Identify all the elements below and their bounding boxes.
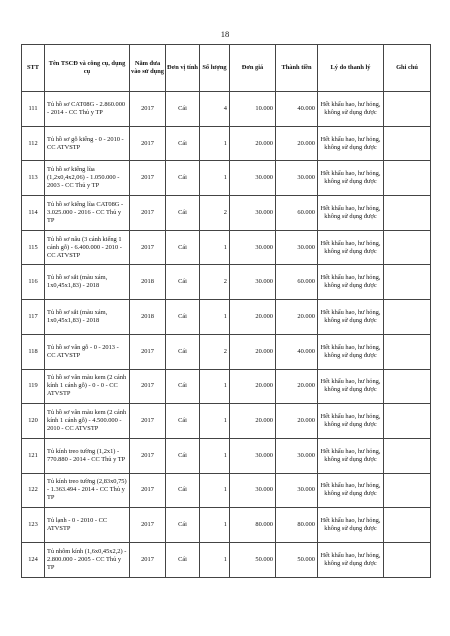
row-reason: Hết khấu hao, hư hỏng, không sử dụng được — [318, 230, 384, 265]
row-unit: Cái — [166, 265, 200, 300]
row-unit-price: 30.000 — [230, 230, 276, 265]
row-quantity: 1 — [200, 438, 230, 473]
row-asset-name: Tủ hồ sơ vân màu kem (2 cánh kính 1 cánh gỗ) - 0 - 0 - CC ATVSTP — [45, 369, 130, 404]
row-note — [384, 334, 431, 369]
row-quantity: 1 — [200, 126, 230, 161]
row-total: 40.000 — [276, 92, 318, 127]
row-quantity: 4 — [200, 92, 230, 127]
row-unit: Cái — [166, 438, 200, 473]
row-note — [384, 473, 431, 508]
header-unit: Đơn vị tính — [166, 45, 200, 92]
row-stt: 111 — [22, 92, 45, 127]
table-row — [22, 438, 431, 473]
table-row — [22, 404, 431, 439]
row-unit-price: 20.000 — [230, 334, 276, 369]
row-year: 2017 — [130, 404, 166, 439]
row-stt: 114 — [22, 196, 45, 231]
row-unit: Cái — [166, 508, 200, 543]
row-year: 2017 — [130, 334, 166, 369]
row-year: 2017 — [130, 161, 166, 196]
row-stt: 115 — [22, 230, 45, 265]
row-note — [384, 542, 431, 577]
row-asset-name: Tủ kính treo tường (1,2x1) - 770.880 - 2014 - CC Thủ y TP — [45, 438, 130, 473]
row-total: 30.000 — [276, 161, 318, 196]
row-reason: Hết khấu hao, hư hỏng, không sử dụng được — [318, 126, 384, 161]
row-unit: Cái — [166, 334, 200, 369]
table-row — [22, 300, 431, 335]
row-unit: Cái — [166, 542, 200, 577]
row-quantity: 2 — [200, 196, 230, 231]
row-note — [384, 230, 431, 265]
row-note — [384, 126, 431, 161]
table-row — [22, 161, 431, 196]
row-reason: Hết khấu hao, hư hỏng, không sử dụng được — [318, 334, 384, 369]
row-year: 2017 — [130, 196, 166, 231]
row-reason: Hết khấu hao, hư hỏng, không sử dụng được — [318, 161, 384, 196]
row-reason: Hết khấu hao, hư hỏng, không sử dụng được — [318, 196, 384, 231]
row-note — [384, 404, 431, 439]
row-unit: Cái — [166, 300, 200, 335]
row-unit-price: 10.000 — [230, 92, 276, 127]
row-unit-price: 30.000 — [230, 161, 276, 196]
row-unit: Cái — [166, 126, 200, 161]
row-total: 20.000 — [276, 369, 318, 404]
page-number: 18 — [220, 29, 230, 39]
row-unit: Cái — [166, 196, 200, 231]
row-note — [384, 161, 431, 196]
row-quantity: 2 — [200, 265, 230, 300]
row-quantity: 1 — [200, 230, 230, 265]
row-reason: Hết khấu hao, hư hỏng, không sử dụng được — [318, 92, 384, 127]
row-year: 2017 — [130, 126, 166, 161]
row-reason: Hết khấu hao, hư hỏng, không sử dụng được — [318, 473, 384, 508]
row-unit-price: 30.000 — [230, 438, 276, 473]
row-unit: Cái — [166, 369, 200, 404]
row-quantity: 1 — [200, 508, 230, 543]
asset-liquidation-table — [21, 44, 431, 578]
row-unit-price: 80.000 — [230, 508, 276, 543]
header-row — [22, 45, 431, 92]
row-unit: Cái — [166, 473, 200, 508]
row-stt: 113 — [22, 161, 45, 196]
table-row — [22, 473, 431, 508]
header-name: Tên TSCĐ và công cụ, dụng cụ — [45, 45, 130, 92]
row-asset-name: Tủ hồ sơ CAT08G - 2.860.000 - 2014 - CC Thủ y TP — [45, 92, 130, 127]
row-unit-price: 50.000 — [230, 542, 276, 577]
row-asset-name: Tủ hồ sơ gỗ kiếng - 0 - 2010 - CC ATVSTP — [45, 126, 130, 161]
row-reason: Hết khấu hao, hư hỏng, không sử dụng được — [318, 508, 384, 543]
row-stt: 124 — [22, 542, 45, 577]
row-quantity: 1 — [200, 542, 230, 577]
row-year: 2017 — [130, 542, 166, 577]
table-row — [22, 196, 431, 231]
table-row — [22, 265, 431, 300]
row-unit-price: 20.000 — [230, 404, 276, 439]
row-unit-price: 20.000 — [230, 300, 276, 335]
row-quantity: 2 — [200, 334, 230, 369]
row-asset-name: Tủ hồ sơ nâu (3 cánh kiếng 1 cánh gỗ) - 6.400.000 - 2010 - CC ATVSTP — [45, 230, 130, 265]
row-asset-name: Tủ hồ sơ kiếng lùa (1,2x0,4x2,06) - 1.050.000 - 2003 - CC Thủ y TP — [45, 161, 130, 196]
row-quantity: 1 — [200, 473, 230, 508]
row-year: 2018 — [130, 265, 166, 300]
row-unit-price: 20.000 — [230, 369, 276, 404]
row-total: 20.000 — [276, 404, 318, 439]
row-reason: Hết khấu hao, hư hỏng, không sử dụng được — [318, 300, 384, 335]
row-unit: Cái — [166, 230, 200, 265]
row-stt: 121 — [22, 438, 45, 473]
row-quantity: 1 — [200, 404, 230, 439]
row-year: 2017 — [130, 369, 166, 404]
header-year: Năm đưa vào sử dụng — [130, 45, 166, 92]
row-note — [384, 300, 431, 335]
table-row — [22, 508, 431, 543]
row-total: 60.000 — [276, 265, 318, 300]
row-note — [384, 508, 431, 543]
row-stt: 119 — [22, 369, 45, 404]
header-qty: Số lượng — [200, 45, 230, 92]
row-asset-name: Tủ hồ sơ vân gỗ - 0 - 2013 - CC ATVSTP — [45, 334, 130, 369]
row-stt: 112 — [22, 126, 45, 161]
row-reason: Hết khấu hao, hư hỏng, không sử dụng được — [318, 438, 384, 473]
row-year: 2017 — [130, 230, 166, 265]
row-note — [384, 369, 431, 404]
row-asset-name: Tủ hồ sơ sắt (màu xám, 1x0,45x1,83) - 2018 — [45, 265, 130, 300]
row-stt: 120 — [22, 404, 45, 439]
row-total: 30.000 — [276, 230, 318, 265]
table-row — [22, 92, 431, 127]
row-year: 2017 — [130, 438, 166, 473]
row-asset-name: Tủ hồ sơ kiếng lùa CAT08G - 3.025.000 - 2016 - CC Thủ y TP — [45, 196, 130, 231]
table-row — [22, 334, 431, 369]
row-stt: 116 — [22, 265, 45, 300]
row-unit-price: 20.000 — [230, 126, 276, 161]
row-total: 20.000 — [276, 126, 318, 161]
row-unit: Cái — [166, 92, 200, 127]
table-row — [22, 230, 431, 265]
row-asset-name: Tủ hồ sơ vân màu kem (2 cánh kính 1 cánh gỗ) - 4.500.000 - 2010 - CC ATVSTP — [45, 404, 130, 439]
row-quantity: 1 — [200, 300, 230, 335]
row-reason: Hết khấu hao, hư hỏng, không sử dụng được — [318, 265, 384, 300]
header-reason: Lý do thanh lý — [318, 45, 384, 92]
row-total: 60.000 — [276, 196, 318, 231]
row-year: 2017 — [130, 92, 166, 127]
row-year: 2017 — [130, 473, 166, 508]
row-stt: 117 — [22, 300, 45, 335]
row-reason: Hết khấu hao, hư hỏng, không sử dụng được — [318, 369, 384, 404]
row-quantity: 1 — [200, 369, 230, 404]
row-unit-price: 30.000 — [230, 265, 276, 300]
table-row — [22, 369, 431, 404]
row-reason: Hết khấu hao, hư hỏng, không sử dụng được — [318, 404, 384, 439]
header-price: Đơn giá — [230, 45, 276, 92]
header-stt: STT — [22, 45, 45, 92]
row-asset-name: Tủ kính treo tường (2,83x0,75) - 1.363.494 - 2014 - CC Thủ y TP — [45, 473, 130, 508]
table-row — [22, 126, 431, 161]
row-unit: Cái — [166, 161, 200, 196]
row-asset-name: Tủ nhôm kính (1,6x0,45x2,2) - 2.800.000 - 2005 - CC Thủ y TP — [45, 542, 130, 577]
row-total: 30.000 — [276, 473, 318, 508]
row-stt: 118 — [22, 334, 45, 369]
row-stt: 123 — [22, 508, 45, 543]
row-asset-name: Tủ lạnh - 0 - 2010 - CC ATVSTP — [45, 508, 130, 543]
header-total: Thành tiền — [276, 45, 318, 92]
row-reason: Hết khấu hao, hư hỏng, không sử dụng được — [318, 542, 384, 577]
row-total: 30.000 — [276, 438, 318, 473]
table-row — [22, 542, 431, 577]
row-total: 50.000 — [276, 542, 318, 577]
row-note — [384, 265, 431, 300]
row-total: 40.000 — [276, 334, 318, 369]
row-note — [384, 92, 431, 127]
row-quantity: 1 — [200, 161, 230, 196]
row-asset-name: Tủ hồ sơ sắt (màu xám, 1x0,45x1,83) - 2018 — [45, 300, 130, 335]
row-total: 80.000 — [276, 508, 318, 543]
row-year: 2017 — [130, 508, 166, 543]
row-unit: Cái — [166, 404, 200, 439]
row-note — [384, 196, 431, 231]
row-unit-price: 30.000 — [230, 473, 276, 508]
row-unit-price: 30.000 — [230, 196, 276, 231]
row-stt: 122 — [22, 473, 45, 508]
row-year: 2018 — [130, 300, 166, 335]
header-note: Ghi chú — [384, 45, 431, 92]
row-total: 20.000 — [276, 300, 318, 335]
row-note — [384, 438, 431, 473]
